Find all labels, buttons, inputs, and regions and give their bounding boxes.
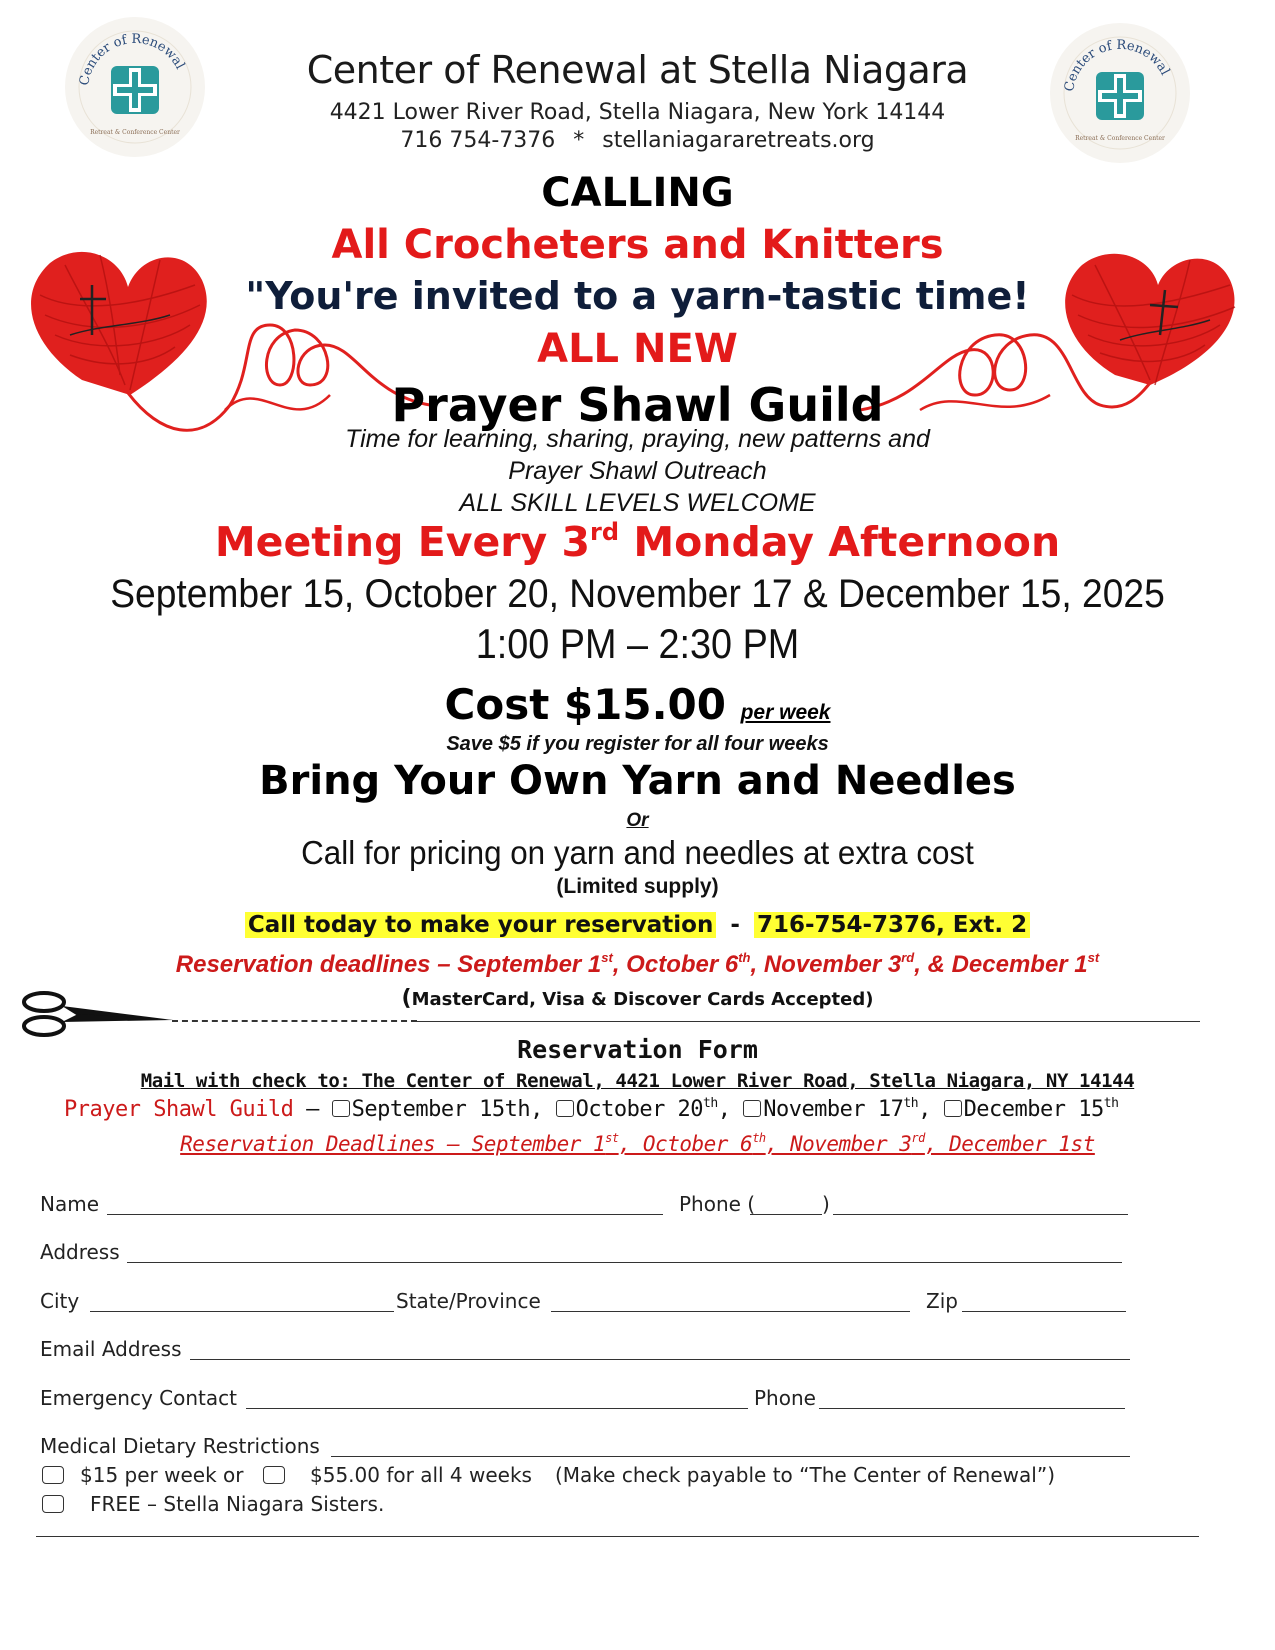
meeting-ordinal: rd bbox=[590, 518, 620, 546]
bring-supplies-heading: Bring Your Own Yarn and Needles bbox=[259, 758, 1016, 804]
option-december-sup: th bbox=[1103, 1096, 1119, 1111]
svg-text:Retreat & Conference Center: Retreat & Conference Center bbox=[1075, 135, 1165, 142]
name-label: Name bbox=[40, 1192, 100, 1216]
description-line-2: Prayer Shawl Outreach bbox=[508, 457, 767, 485]
city-label: City bbox=[40, 1289, 80, 1313]
phone-field[interactable] bbox=[833, 1214, 1128, 1215]
cost-line bbox=[0, 680, 1275, 729]
reservation-form-title: Reservation Form bbox=[517, 1035, 758, 1064]
phone-area-code-field[interactable] bbox=[750, 1214, 822, 1215]
audience-heading: All Crocheters and Knitters bbox=[331, 222, 944, 268]
state-field[interactable] bbox=[551, 1311, 910, 1312]
email-label: Email Address bbox=[40, 1337, 182, 1361]
deadline-1: September 1 bbox=[457, 951, 602, 978]
cut-line-dashed bbox=[172, 1020, 417, 1022]
deadline-2-sup: th bbox=[738, 950, 751, 965]
svg-text:Center of Renewal: Center of Renewal bbox=[1062, 37, 1173, 93]
organization-address: 4421 Lower River Road, Stella Niagara, New York 14144 bbox=[329, 100, 946, 125]
checkbox-december[interactable] bbox=[944, 1100, 962, 1117]
form-deadline-3-sup: rd bbox=[911, 1131, 925, 1145]
option-december: December 15 bbox=[963, 1097, 1104, 1122]
checkbox-free[interactable] bbox=[42, 1495, 64, 1513]
name-field[interactable] bbox=[107, 1214, 663, 1215]
deadlines-prefix: Reservation deadlines – bbox=[175, 951, 458, 978]
option-all-weeks: $55.00 for all 4 weeks bbox=[310, 1463, 532, 1487]
cards-text: MasterCard, Visa & Discover Cards Accepted) bbox=[411, 989, 874, 1010]
separator: * bbox=[573, 128, 585, 153]
cards-paren: ( bbox=[401, 986, 412, 1011]
zip-label: Zip bbox=[926, 1289, 958, 1313]
reservation-deadlines bbox=[0, 950, 1275, 979]
city-field[interactable] bbox=[90, 1311, 394, 1312]
call-pricing-note: Call for pricing on yarn and needles at extra cost bbox=[301, 834, 974, 871]
phone-paren: ) bbox=[822, 1192, 830, 1216]
meeting-time: 1:00 PM – 2:30 PM bbox=[475, 620, 800, 667]
organization-phone: 716 754-7376 bbox=[400, 128, 556, 153]
checkbox-october[interactable] bbox=[556, 1100, 574, 1117]
emergency-contact-label: Emergency Contact bbox=[40, 1386, 237, 1410]
website-link[interactable]: stellaniagararetreats.org bbox=[602, 128, 875, 153]
phone-label: Phone ( bbox=[679, 1192, 756, 1216]
deadline-4-sup: st bbox=[1087, 950, 1100, 965]
meeting-suffix: Monday Afternoon bbox=[619, 518, 1061, 566]
deadline-2: , October 6 bbox=[612, 951, 739, 978]
guild-dash: – bbox=[293, 1097, 332, 1122]
call-to-reserve bbox=[0, 912, 1275, 938]
description-line-1: Time for learning, sharing, praying, new patterns and bbox=[345, 425, 930, 453]
meeting-schedule-heading bbox=[0, 518, 1275, 566]
option-october-sup: th bbox=[703, 1096, 718, 1111]
option-november: November 17 bbox=[763, 1097, 904, 1122]
form-reservation-deadlines bbox=[0, 1131, 1275, 1156]
bottom-divider bbox=[36, 1536, 1199, 1537]
cut-line-solid bbox=[417, 1021, 1200, 1022]
guild-label: Prayer Shawl Guild bbox=[64, 1097, 294, 1122]
session-selection-row bbox=[64, 1096, 1118, 1122]
payable-note: (Make check payable to “The Center of Renewal”) bbox=[555, 1463, 1055, 1487]
organization-name: Center of Renewal at Stella Niagara bbox=[306, 48, 969, 92]
email-field[interactable] bbox=[190, 1359, 1130, 1360]
scissors-icon bbox=[18, 988, 178, 1040]
guild-title: Prayer Shawl Guild bbox=[391, 378, 884, 432]
option-free: FREE – Stella Niagara Sisters. bbox=[90, 1492, 385, 1516]
form-deadline-2: , October 6 bbox=[618, 1132, 753, 1156]
emergency-phone-field[interactable] bbox=[819, 1408, 1125, 1409]
form-deadline-1-sup: st bbox=[605, 1131, 619, 1145]
address-field[interactable] bbox=[127, 1262, 1122, 1263]
cost-amount: Cost $15.00 bbox=[444, 680, 726, 729]
reservation-phone-number[interactable]: 716-754-7376, Ext. 2 bbox=[754, 912, 1030, 938]
svg-text:Retreat & Conference Center: Retreat & Conference Center bbox=[90, 129, 180, 136]
deadline-3-sup: rd bbox=[901, 950, 915, 965]
call-today-text: Call today to make your reservation bbox=[245, 912, 716, 938]
checkbox-september[interactable] bbox=[332, 1100, 350, 1117]
call-dash: - bbox=[730, 912, 740, 938]
option-per-week: $15 per week or bbox=[80, 1463, 244, 1487]
deadline-4: , & December 1 bbox=[914, 951, 1088, 978]
cost-per-week: per week bbox=[740, 701, 831, 724]
skill-levels-note: ALL SKILL LEVELS WELCOME bbox=[459, 489, 816, 517]
medical-field[interactable] bbox=[331, 1456, 1130, 1457]
all-new-heading: ALL NEW bbox=[537, 326, 738, 372]
checkbox-all-weeks[interactable] bbox=[263, 1466, 285, 1484]
state-label: State/Province bbox=[396, 1289, 541, 1313]
deadline-3: , November 3 bbox=[750, 951, 902, 978]
checkbox-per-week[interactable] bbox=[42, 1466, 64, 1484]
svg-text:Center of Renewal: Center of Renewal bbox=[77, 31, 188, 87]
calling-heading: CALLING bbox=[541, 170, 734, 216]
meeting-prefix: Meeting Every 3 bbox=[214, 518, 591, 566]
form-deadline-2-sup: th bbox=[752, 1131, 766, 1145]
deadline-1-sup: st bbox=[601, 950, 613, 965]
accepted-cards bbox=[0, 986, 1275, 1011]
meeting-dates: September 15, October 20, November 17 & December 15, 2025 bbox=[110, 572, 1165, 616]
savings-note: Save $5 if you register for all four weeks bbox=[446, 733, 829, 755]
option-november-sup: th bbox=[903, 1096, 919, 1111]
invite-heading: "You're invited to a yarn-tastic time! bbox=[245, 274, 1030, 318]
limited-supply-note: (Limited supply) bbox=[556, 875, 719, 898]
form-deadline-3: , November 3 bbox=[765, 1132, 912, 1156]
option-november-comma: , bbox=[918, 1097, 944, 1122]
zip-field[interactable] bbox=[962, 1311, 1126, 1312]
option-september: September 15th, bbox=[351, 1097, 556, 1122]
emergency-phone-label: Phone bbox=[754, 1386, 816, 1410]
mail-instructions: Mail with check to: The Center of Renewal, 4421 Lower River Road, Stella Niagara, NY 14144 bbox=[140, 1070, 1135, 1092]
form-deadline-1: Reservation Deadlines – September 1 bbox=[180, 1132, 606, 1156]
medical-label: Medical Dietary Restrictions bbox=[40, 1434, 320, 1458]
emergency-contact-field[interactable] bbox=[246, 1408, 748, 1409]
option-october-comma: , bbox=[717, 1097, 744, 1122]
option-october: October 20 bbox=[575, 1097, 704, 1122]
address-label: Address bbox=[40, 1240, 120, 1264]
or-divider: Or bbox=[626, 810, 649, 831]
checkbox-november[interactable] bbox=[743, 1100, 761, 1117]
form-deadline-4: , December 1st bbox=[924, 1132, 1095, 1156]
contact-line bbox=[0, 128, 1275, 153]
